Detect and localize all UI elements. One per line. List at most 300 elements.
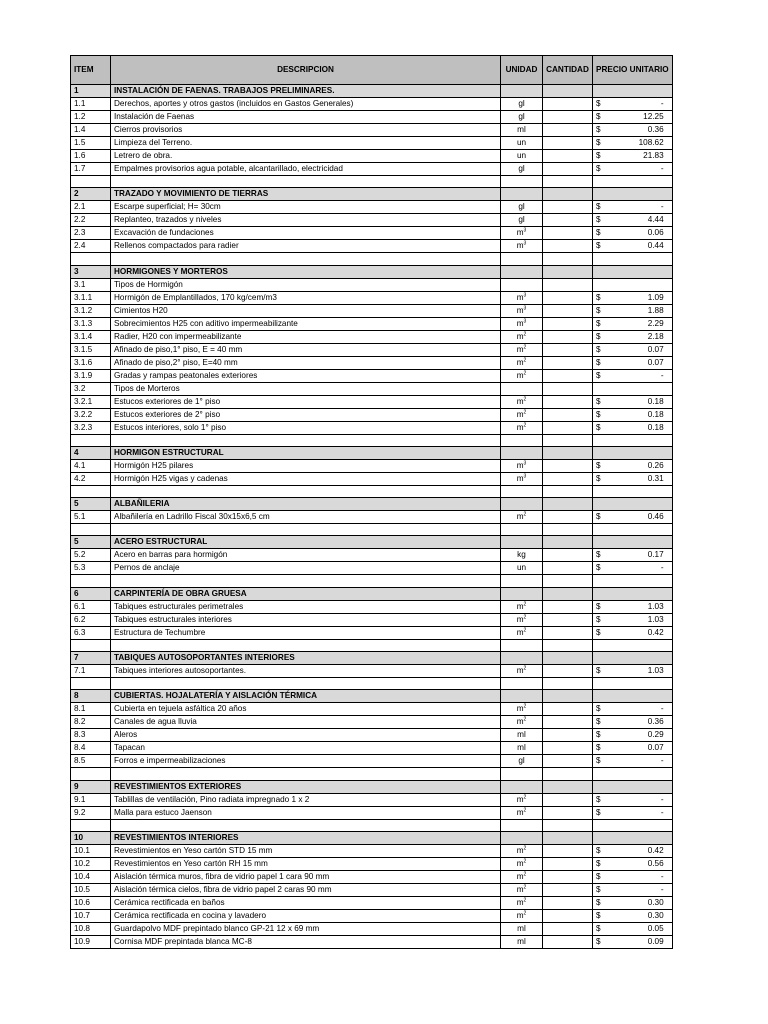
unit-price: 0.18 — [647, 396, 664, 406]
description-cell: Aislación térmica muros, fibra de vidrio papel 1 cara 90 mm — [111, 870, 501, 883]
table-row — [71, 716, 673, 729]
price-cell — [593, 408, 673, 421]
item-number: 8.5 — [71, 755, 111, 768]
price-cell — [593, 870, 673, 883]
section-title: REVESTIMIENTOS INTERIORES — [111, 831, 501, 844]
description-cell: Tablillas de ventilación, Pino radiata impregnado 1 x 2 — [111, 793, 501, 806]
quantity-cell — [543, 459, 593, 472]
subheading-row — [71, 382, 673, 395]
currency-symbol: $ — [596, 151, 601, 160]
item-number: 8.2 — [71, 716, 111, 729]
unit-price: - — [660, 202, 664, 212]
unit-cell — [501, 780, 543, 793]
currency-symbol: $ — [596, 331, 601, 341]
currency-symbol: $ — [596, 730, 601, 740]
quantity-cell — [543, 176, 593, 188]
price-cell — [593, 253, 673, 265]
unit-cell — [501, 343, 543, 356]
description-cell: Tapacan — [111, 742, 501, 755]
unit-cell — [501, 562, 543, 575]
unit-price: - — [660, 884, 664, 894]
item-number: 3.1.6 — [71, 356, 111, 369]
price-cell — [593, 111, 673, 124]
price-cell — [593, 768, 673, 780]
description-cell: Derechos, aportes y otros gastos (incluidos en Gastos Generales) — [111, 98, 501, 111]
table-row — [71, 472, 673, 485]
currency-symbol: $ — [596, 409, 601, 419]
price-cell — [593, 678, 673, 690]
description-cell: Tabiques estructurales perimetrales — [111, 600, 501, 613]
description-cell: Tabiques estructurales interiores — [111, 613, 501, 626]
header-descripcion: DESCRIPCION — [111, 56, 501, 85]
unit-cell — [501, 806, 543, 819]
unit-exponent: 2 — [523, 806, 527, 813]
unit-exponent: 2 — [523, 703, 527, 710]
currency-symbol: $ — [596, 756, 601, 766]
quantity-cell — [543, 227, 593, 240]
currency-symbol: $ — [596, 370, 601, 380]
price-cell — [593, 831, 673, 844]
price-cell — [593, 201, 673, 214]
budget-sheet — [70, 55, 673, 949]
item-number — [71, 575, 111, 587]
description-cell: Estucos interiores, solo 1° piso — [111, 421, 501, 434]
unit-exponent: 2 — [523, 408, 527, 415]
quantity-cell — [543, 703, 593, 716]
item-number: 3 — [71, 265, 111, 278]
unit-price: 0.17 — [647, 550, 664, 560]
unit-exponent: 2 — [523, 716, 527, 723]
unit-exponent: 2 — [523, 356, 527, 363]
quantity-cell — [543, 665, 593, 678]
currency-symbol: $ — [596, 292, 601, 302]
unit-label: m — [516, 473, 524, 483]
item-number — [71, 434, 111, 446]
price-cell — [593, 857, 673, 870]
unit-price: 12.25 — [643, 112, 664, 121]
price-cell — [593, 909, 673, 922]
currency-symbol: $ — [596, 228, 601, 238]
unit-cell — [501, 511, 543, 524]
table-row — [71, 111, 673, 124]
currency-symbol: $ — [596, 845, 601, 855]
description-cell — [111, 768, 501, 780]
item-number: 10 — [71, 831, 111, 844]
description-cell — [111, 253, 501, 265]
description-cell — [111, 485, 501, 497]
section-row — [71, 587, 673, 600]
quantity-cell — [543, 831, 593, 844]
currency-symbol: $ — [596, 125, 601, 134]
spacer-row — [71, 768, 673, 780]
unit-price: 0.46 — [647, 512, 664, 522]
currency-symbol: $ — [596, 923, 601, 933]
unit-cell — [501, 434, 543, 446]
price-cell — [593, 395, 673, 408]
unit-price: 0.30 — [647, 910, 664, 920]
description-cell: Estucos exteriores de 2° piso — [111, 408, 501, 421]
price-cell — [593, 511, 673, 524]
table-row — [71, 626, 673, 639]
description-cell: Acero en barras para hormigón — [111, 549, 501, 562]
unit-exponent: 3 — [523, 240, 527, 247]
unit-price: 1.09 — [647, 292, 664, 302]
quantity-cell — [543, 896, 593, 909]
description-cell: Cubierta en tejuela asfáltica 20 años — [111, 703, 501, 716]
unit-price: 108.62 — [638, 138, 664, 147]
price-cell — [593, 639, 673, 651]
section-title: CUBIERTAS. HOJALATERÍA Y AISLACIÓN TÉRMICA — [111, 690, 501, 703]
unit-price: 0.29 — [647, 730, 664, 740]
unit-price: 0.31 — [647, 473, 664, 483]
quantity-cell — [543, 549, 593, 562]
price-cell — [593, 806, 673, 819]
item-number: 1.2 — [71, 111, 111, 124]
quantity-cell — [543, 562, 593, 575]
header-row — [71, 56, 673, 85]
item-number: 3.1.1 — [71, 291, 111, 304]
table-row — [71, 291, 673, 304]
item-number: 10.8 — [71, 922, 111, 935]
quantity-cell — [543, 678, 593, 690]
quantity-cell — [543, 536, 593, 549]
unit-price: 0.36 — [647, 125, 664, 134]
item-number: 2 — [71, 188, 111, 201]
currency-symbol: $ — [596, 550, 601, 560]
quantity-cell — [543, 883, 593, 896]
description-cell: Tabiques interiores autosoportantes. — [111, 665, 501, 678]
quantity-cell — [543, 98, 593, 111]
unit-cell — [501, 163, 543, 176]
item-number: 3.1.9 — [71, 369, 111, 382]
section-row — [71, 265, 673, 278]
unit-cell — [501, 201, 543, 214]
unit-price: - — [660, 704, 664, 714]
unit-label: m — [516, 241, 524, 251]
item-number: 3.1.3 — [71, 317, 111, 330]
quantity-cell — [543, 524, 593, 536]
spacer-row — [71, 639, 673, 651]
item-number: 1.6 — [71, 150, 111, 163]
unit-cell — [501, 587, 543, 600]
item-number: 10.2 — [71, 857, 111, 870]
currency-symbol: $ — [596, 305, 601, 315]
unit-cell — [501, 626, 543, 639]
quantity-cell — [543, 201, 593, 214]
item-number: 10.9 — [71, 935, 111, 948]
description-cell — [111, 639, 501, 651]
item-number: 3.2 — [71, 382, 111, 395]
unit-cell — [501, 793, 543, 806]
item-number: 4.2 — [71, 472, 111, 485]
item-number: 2.4 — [71, 240, 111, 253]
unit-cell — [501, 768, 543, 780]
unit-cell — [501, 922, 543, 935]
description-cell: Cimientos H20 — [111, 304, 501, 317]
unit-price: 0.09 — [647, 936, 664, 946]
price-cell — [593, 896, 673, 909]
unit-cell — [501, 124, 543, 137]
price-cell — [593, 382, 673, 395]
price-cell — [593, 304, 673, 317]
price-cell — [593, 729, 673, 742]
unit-cell — [501, 703, 543, 716]
section-row — [71, 85, 673, 98]
item-number: 3.1.4 — [71, 330, 111, 343]
unit-price: 0.07 — [647, 743, 664, 753]
table-row — [71, 857, 673, 870]
price-cell — [593, 883, 673, 896]
currency-symbol: $ — [596, 138, 601, 147]
unit-exponent: 2 — [523, 871, 527, 878]
unit-cell — [501, 665, 543, 678]
unit-label: m — [516, 601, 524, 611]
description-cell: Gradas y rampas peatonales exteriores — [111, 369, 501, 382]
price-cell — [593, 613, 673, 626]
unit-cell — [501, 446, 543, 459]
description-cell: Cierros provisorios — [111, 124, 501, 137]
unit-price: 0.56 — [647, 858, 664, 868]
quantity-cell — [543, 498, 593, 511]
quantity-cell — [543, 369, 593, 382]
item-number — [71, 639, 111, 651]
item-number: 6.2 — [71, 613, 111, 626]
quantity-cell — [543, 768, 593, 780]
unit-label: un — [516, 563, 527, 573]
price-cell — [593, 459, 673, 472]
description-cell: Afinado de piso,2° piso, E=40 mm — [111, 356, 501, 369]
unit-exponent: 3 — [523, 227, 527, 234]
price-cell — [593, 265, 673, 278]
quantity-cell — [543, 511, 593, 524]
currency-symbol: $ — [596, 99, 601, 108]
unit-label: ml — [517, 743, 526, 753]
price-cell — [593, 626, 673, 639]
unit-exponent: 3 — [523, 304, 527, 311]
item-number: 1.1 — [71, 98, 111, 111]
unit-cell — [501, 755, 543, 768]
currency-symbol: $ — [596, 627, 601, 637]
quantity-cell — [543, 150, 593, 163]
unit-cell — [501, 729, 543, 742]
description-cell: Cerámica rectificada en cocina y lavadero — [111, 909, 501, 922]
unit-cell — [501, 870, 543, 883]
currency-symbol: $ — [596, 897, 601, 907]
item-number: 6.1 — [71, 600, 111, 613]
description-cell: Replanteo, trazados y niveles — [111, 214, 501, 227]
unit-price: 0.07 — [647, 357, 664, 367]
item-number: 10.6 — [71, 896, 111, 909]
table-row — [71, 124, 673, 137]
unit-label: m — [516, 807, 524, 817]
currency-symbol: $ — [596, 563, 601, 573]
price-cell — [593, 188, 673, 201]
currency-symbol: $ — [596, 743, 601, 753]
unit-label: m — [516, 512, 524, 522]
item-number: 5 — [71, 536, 111, 549]
table-row — [71, 369, 673, 382]
description-cell: Afinado de piso,1° piso, E = 40 mm — [111, 343, 501, 356]
description-cell: Excavación de fundaciones — [111, 227, 501, 240]
currency-symbol: $ — [596, 164, 601, 173]
quantity-cell — [543, 408, 593, 421]
item-number — [71, 176, 111, 188]
price-cell — [593, 124, 673, 137]
unit-cell — [501, 408, 543, 421]
quantity-cell — [543, 819, 593, 831]
table-row — [71, 150, 673, 163]
spacer-row — [71, 253, 673, 265]
quantity-cell — [543, 124, 593, 137]
unit-cell — [501, 188, 543, 201]
unit-price: 0.42 — [647, 627, 664, 637]
unit-label: m — [516, 331, 524, 341]
spacer-row — [71, 678, 673, 690]
header-unidad: UNIDAD — [501, 56, 543, 85]
currency-symbol: $ — [596, 318, 601, 328]
table-row — [71, 98, 673, 111]
subheading-row — [71, 278, 673, 291]
table-row — [71, 356, 673, 369]
unit-cell — [501, 240, 543, 253]
item-number: 1.7 — [71, 163, 111, 176]
unit-cell — [501, 909, 543, 922]
unit-cell — [501, 524, 543, 536]
unit-price: - — [660, 370, 664, 380]
unit-price: 0.44 — [647, 241, 664, 251]
quantity-cell — [543, 214, 593, 227]
unit-label: m — [516, 318, 524, 328]
unit-cell — [501, 575, 543, 587]
currency-symbol: $ — [596, 910, 601, 920]
unit-cell — [501, 831, 543, 844]
item-number: 3.2.3 — [71, 421, 111, 434]
unit-label: m — [516, 845, 524, 855]
table-row — [71, 163, 673, 176]
unit-cell — [501, 536, 543, 549]
unit-cell — [501, 253, 543, 265]
quantity-cell — [543, 304, 593, 317]
price-cell — [593, 536, 673, 549]
unit-label: m — [516, 858, 524, 868]
unit-price: 1.88 — [647, 305, 664, 315]
unit-cell — [501, 278, 543, 291]
item-number: 5.2 — [71, 549, 111, 562]
quantity-cell — [543, 382, 593, 395]
description-cell: Albañilería en Ladrillo Fiscal 30x15x6,5 cm — [111, 511, 501, 524]
price-cell — [593, 524, 673, 536]
quantity-cell — [543, 330, 593, 343]
quantity-cell — [543, 343, 593, 356]
unit-cell — [501, 935, 543, 948]
unit-label: un — [516, 151, 527, 160]
price-cell — [593, 690, 673, 703]
section-row — [71, 188, 673, 201]
quantity-cell — [543, 434, 593, 446]
table-row — [71, 214, 673, 227]
currency-symbol: $ — [596, 512, 601, 522]
price-cell — [593, 755, 673, 768]
currency-symbol: $ — [596, 704, 601, 714]
table-row — [71, 343, 673, 356]
unit-label: ml — [517, 936, 526, 946]
price-cell — [593, 935, 673, 948]
section-title: TRAZADO Y MOVIMIENTO DE TIERRAS — [111, 188, 501, 201]
unit-exponent: 2 — [523, 858, 527, 865]
table-row — [71, 330, 673, 343]
item-number: 8.3 — [71, 729, 111, 742]
unit-cell — [501, 421, 543, 434]
unit-cell — [501, 356, 543, 369]
table-row — [71, 755, 673, 768]
quantity-cell — [543, 85, 593, 98]
unit-exponent: 3 — [523, 291, 527, 298]
unit-cell — [501, 896, 543, 909]
section-row — [71, 446, 673, 459]
table-row — [71, 909, 673, 922]
unit-label: m — [516, 396, 524, 406]
item-number: 1.5 — [71, 137, 111, 150]
quantity-cell — [543, 793, 593, 806]
item-number — [71, 485, 111, 497]
section-row — [71, 652, 673, 665]
description-cell: Aleros — [111, 729, 501, 742]
unit-cell — [501, 459, 543, 472]
quantity-cell — [543, 317, 593, 330]
unit-cell — [501, 883, 543, 896]
quantity-cell — [543, 240, 593, 253]
quantity-cell — [543, 291, 593, 304]
section-title: HORMIGON ESTRUCTURAL — [111, 446, 501, 459]
price-cell — [593, 587, 673, 600]
description-cell: Canales de agua lluvia — [111, 716, 501, 729]
price-cell — [593, 291, 673, 304]
unit-label: gl — [518, 756, 525, 766]
quantity-cell — [543, 613, 593, 626]
unit-cell — [501, 369, 543, 382]
unit-label: gl — [518, 112, 525, 121]
unit-cell — [501, 382, 543, 395]
description-cell: Empalmes provisorios agua potable, alcantarillado, electricidad — [111, 163, 501, 176]
item-number: 6.3 — [71, 626, 111, 639]
table-row — [71, 511, 673, 524]
table-row — [71, 421, 673, 434]
description-cell — [111, 575, 501, 587]
item-number: 10.1 — [71, 844, 111, 857]
item-number — [71, 678, 111, 690]
price-cell — [593, 575, 673, 587]
price-cell — [593, 472, 673, 485]
quantity-cell — [543, 844, 593, 857]
price-cell — [593, 844, 673, 857]
quantity-cell — [543, 575, 593, 587]
item-number: 8.4 — [71, 742, 111, 755]
header-precio-unitario: PRECIO UNITARIO — [593, 56, 673, 85]
unit-label: m — [516, 460, 524, 470]
description-cell: Forros e impermeabilizaciones — [111, 755, 501, 768]
price-cell — [593, 343, 673, 356]
item-number: 3.2.2 — [71, 408, 111, 421]
description-cell: Sobrecimientos H25 con aditivo impermeabilizante — [111, 317, 501, 330]
unit-price: 0.05 — [647, 923, 664, 933]
currency-symbol: $ — [596, 460, 601, 470]
table-row — [71, 137, 673, 150]
quantity-cell — [543, 652, 593, 665]
table-row — [71, 227, 673, 240]
item-number: 2.1 — [71, 201, 111, 214]
unit-label: m — [516, 422, 524, 432]
item-number: 1.4 — [71, 124, 111, 137]
